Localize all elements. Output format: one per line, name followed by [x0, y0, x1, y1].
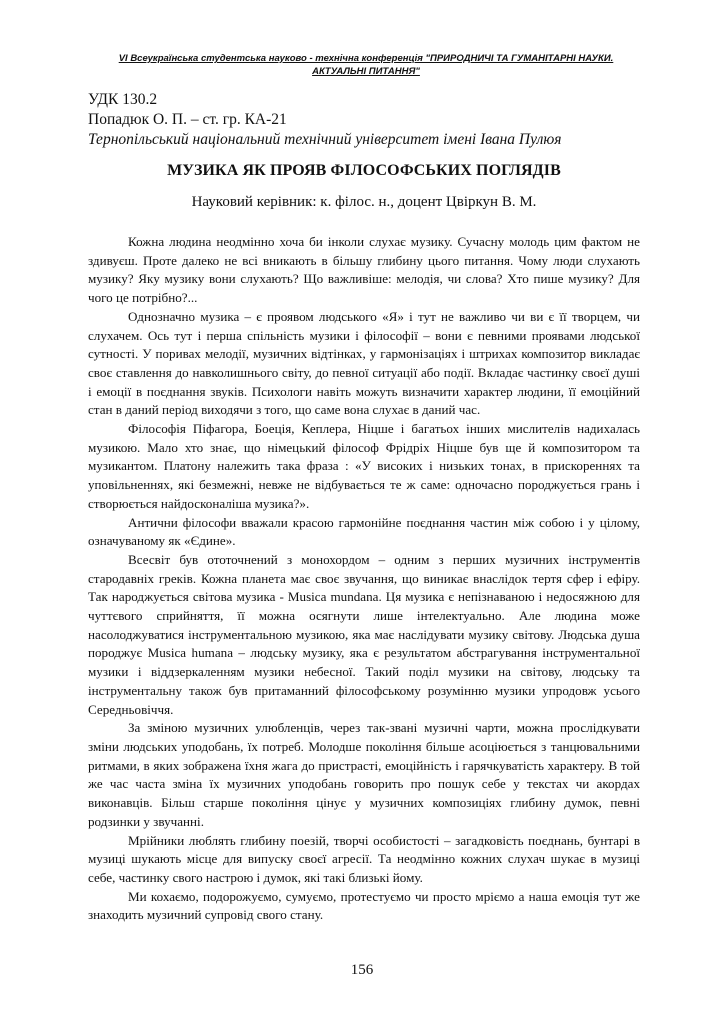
- page-number: 156: [350, 962, 374, 978]
- paragraph: Мрійники люблять глибину поезій, творчі особистості – загадковість поєднань, бунтарі в музиці шукають місце для випуску своєї агресії. Та неодмінно кожних слухач шукає в музиці себе, частинку свого настрою і думок, які такі близькі йому.: [88, 832, 640, 885]
- paragraph: Ми кохаємо, подорожуємо, сумуємо, протестуємо чи просто мріємо а наша емоція тут же знаходить музичний супровід свого стану.: [88, 888, 640, 923]
- paragraph: За зміною музичних улюбленців, через так-звані музичні чарти, можна прослідкувати зміни людських уподобань, їх потреб. Молодше покоління більше асоціюється з танцювальними ритмами, в яких зображена їхня жага до пристрасті, емоційність і гарячкуватість характеру. В той же час часта зміна їх музичних уподобань говорить про пошук себе у текстах чи акордах виконавців. Більш старше покоління цінує у музичних композиціях глибину думок, певні родзинки у звучанні.: [88, 720, 640, 829]
- article-title: МУЗИКА ЯК ПРОЯВ ФІЛОСОФСЬКИХ ПОГЛЯДІВ: [167, 162, 561, 179]
- paragraph: Всесвіт був ототочнений з монохордом – одним з перших музичних інструментів стародавніх греків. Кожна планета має своє звучання, що виникає внаслідок тертя сфер і ефіру. Так народжується світова музика - Musica mundana. Ця музика є непізнаваною і недосяжною для чуттєвого сприйняття, її можна осягнути лише інтелектуально. Але людина може насолоджуватися інструментальною музикою, яка має наслідувати музику світову. Людська душа породжує Musica humana – людську музику, яка є результатом абстрагування інструментальної музики і віддзеркаленням музики небесної. Такий поділ музики на світову, людську та інструментальну також був притаманний філософському розумінню музики упродовж усього Середньовіччя.: [88, 551, 640, 717]
- author-line: Попадюк О. П. – ст. гр. КА-21: [88, 111, 287, 128]
- running-header: VI Всеукраїнська студентська науково - технічна конференція "ПРИРОДНИЧІ ТА ГУМАНІТАРНІ НАУКИ. АКТУАЛЬНІ ПИТАННЯ": [118, 53, 614, 77]
- institution-line: Тернопільський національний технічний університет імені Івана Пулюя: [88, 131, 562, 148]
- paragraph: Антични філософи вважали красою гармонійне поєднання частин між собою і у цілому, означуваному як «Єдине».: [88, 514, 640, 549]
- advisor-line: Науковий керівник: к. філос. н., доцент Цвіркун В. М.: [191, 194, 537, 210]
- article-body: [88, 233, 640, 925]
- paragraph: Кожна людина неодмінно хоча би інколи слухає музику. Сучасну молодь цим фактом не здивуєш. Проте далеко не всі вникають в більшу глибину цього питання. Чому люди слухають музику? Яку музику вони слухають? Що важливіше: мелодія, чи слова? Хто пише музику? Для чого це потрібно?...: [88, 234, 640, 306]
- paragraph: Філософія Піфагора, Боеція, Кеплера, Ніцше і багатьох інших мислителів надихалась музикою. Мало хто знає, що німецький філософ Фрідріх Ніцше був ще й композитором та музикантом. Платону належить така фраза : «У високих і низьких тонах, в прискореннях та уповільненнях, які безмежні, невже не відбувається те ж саме: одночасно породжується грань і створюється найдосконаліша музика?».: [88, 421, 640, 511]
- article-meta: [88, 90, 648, 150]
- paragraph: Однозначно музика – є проявом людського «Я» і тут не важливо чи ви є її творцем, чи слухачем. Ось тут і перша спільність музики і філософії – вони є певними проявами людської сутності. У поривах мелодії, музичних відтінках, у гармонізаціях і штрихах композитор викладає своє ставлення до навколишнього світу, до певної ситуації або події. Вкладає частинку своєї душі і емоції в поєднання звуків. Психологи навіть можуть визначити характер людини, її емоційний стан в даний період виходячи з того, що саме вона слухає в даний час.: [88, 308, 640, 418]
- udc-code: УДК 130.2: [88, 91, 158, 108]
